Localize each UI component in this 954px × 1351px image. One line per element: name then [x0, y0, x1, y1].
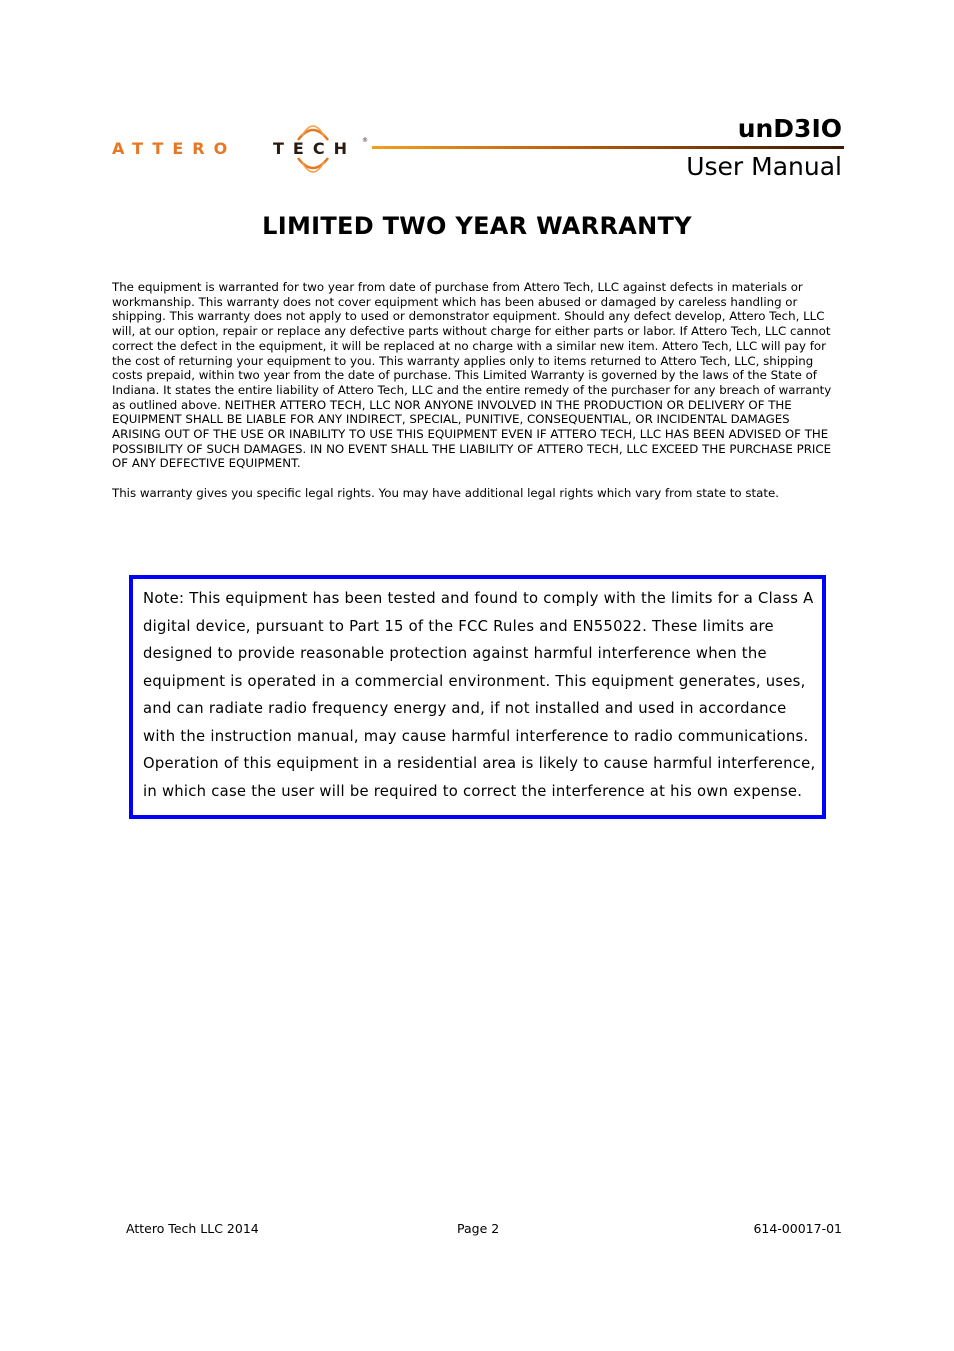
header-rule — [372, 146, 844, 149]
footer-company: Attero Tech LLC 2014 — [126, 1221, 259, 1236]
section-heading: LIMITED TWO YEAR WARRANTY — [262, 212, 692, 240]
attero-tech-logo — [110, 112, 400, 182]
svg-text:ATTERO: ATTERO — [112, 139, 237, 158]
footer-doc-number: 614-00017-01 — [753, 1221, 842, 1236]
legal-rights-paragraph: This warranty gives you specific legal rights. You may have additional legal rights which vary from state to state. — [112, 485, 780, 500]
fcc-note-text: Note: This equipment has been tested and found to comply with the limits for a Class A digital device, pursuant to Part 15 of the FCC Rules and EN55022. These limits are designed to provide reasonable protection against harmful interference when the equipment is operated in a commercial environment. This equipment generates, uses, and can radiate radio frequency energy and, if not installed and used in accordance with the instruction manual, may cause harmful interference to radio communications. Operation of this equipment in a residential area is likely to cause harmful interference, in which case the user will be required to correct the interference at his own expense. — [143, 590, 816, 800]
product-name: unD3IO — [737, 114, 842, 143]
manual-label: User Manual — [686, 152, 842, 181]
svg-text:®: ® — [362, 137, 368, 144]
warranty-text — [112, 280, 842, 501]
warranty-paragraph: The equipment is warranted for two year from date of purchase from Attero Tech, LLC against defects in materials or workmanship. This warranty does not cover equipment which has been abused or damaged by careless handling or shipping. This warranty does not apply to used or demonstrator equipment. Should any defect develop, Attero Tech, LLC will, at our option, repair or replace any defective parts without charge for either parts or labor. If Attero Tech, LLC cannot correct the defect in the equipment, it will be replaced at no charge with a similar new item. Attero Tech, LLC will pay for the cost of returning your equipment to you. This warranty applies only to items returned to Attero Tech, LLC, shipping costs prepaid, within two year from the date of purchase. This Limited Warranty is governed by the laws of the State of Indiana. It states the entire liability of Attero Tech, LLC and the entire remedy of the purchaser for any breach of warranty as outlined above. NEITHER ATTERO TECH, LLC NOR ANYONE INVOLVED IN THE PRODUCTION OR DELIVERY OF THE EQUIPMENT SHALL BE LIABLE FOR ANY INDIRECT, SPECIAL, PUNITIVE, CONSEQUENTIAL, OR INCIDENTAL DAMAGES ARISING OUT OF THE USE OR INABILITY TO USE THIS EQUIPMENT EVEN IF ATTERO TECH, LLC HAS BEEN ADVISED OF THE POSSIBILITY OF SUCH DAMAGES. IN NO EVENT SHALL THE LIABILITY OF ATTERO TECH, LLC EXCEED THE PURCHASE PRICE OF ANY DEFECTIVE EQUIPMENT. — [112, 280, 832, 471]
footer-page-number: Page 2 — [457, 1221, 500, 1236]
svg-text:TECH: TECH — [273, 139, 356, 158]
fcc-note-box — [129, 575, 826, 819]
